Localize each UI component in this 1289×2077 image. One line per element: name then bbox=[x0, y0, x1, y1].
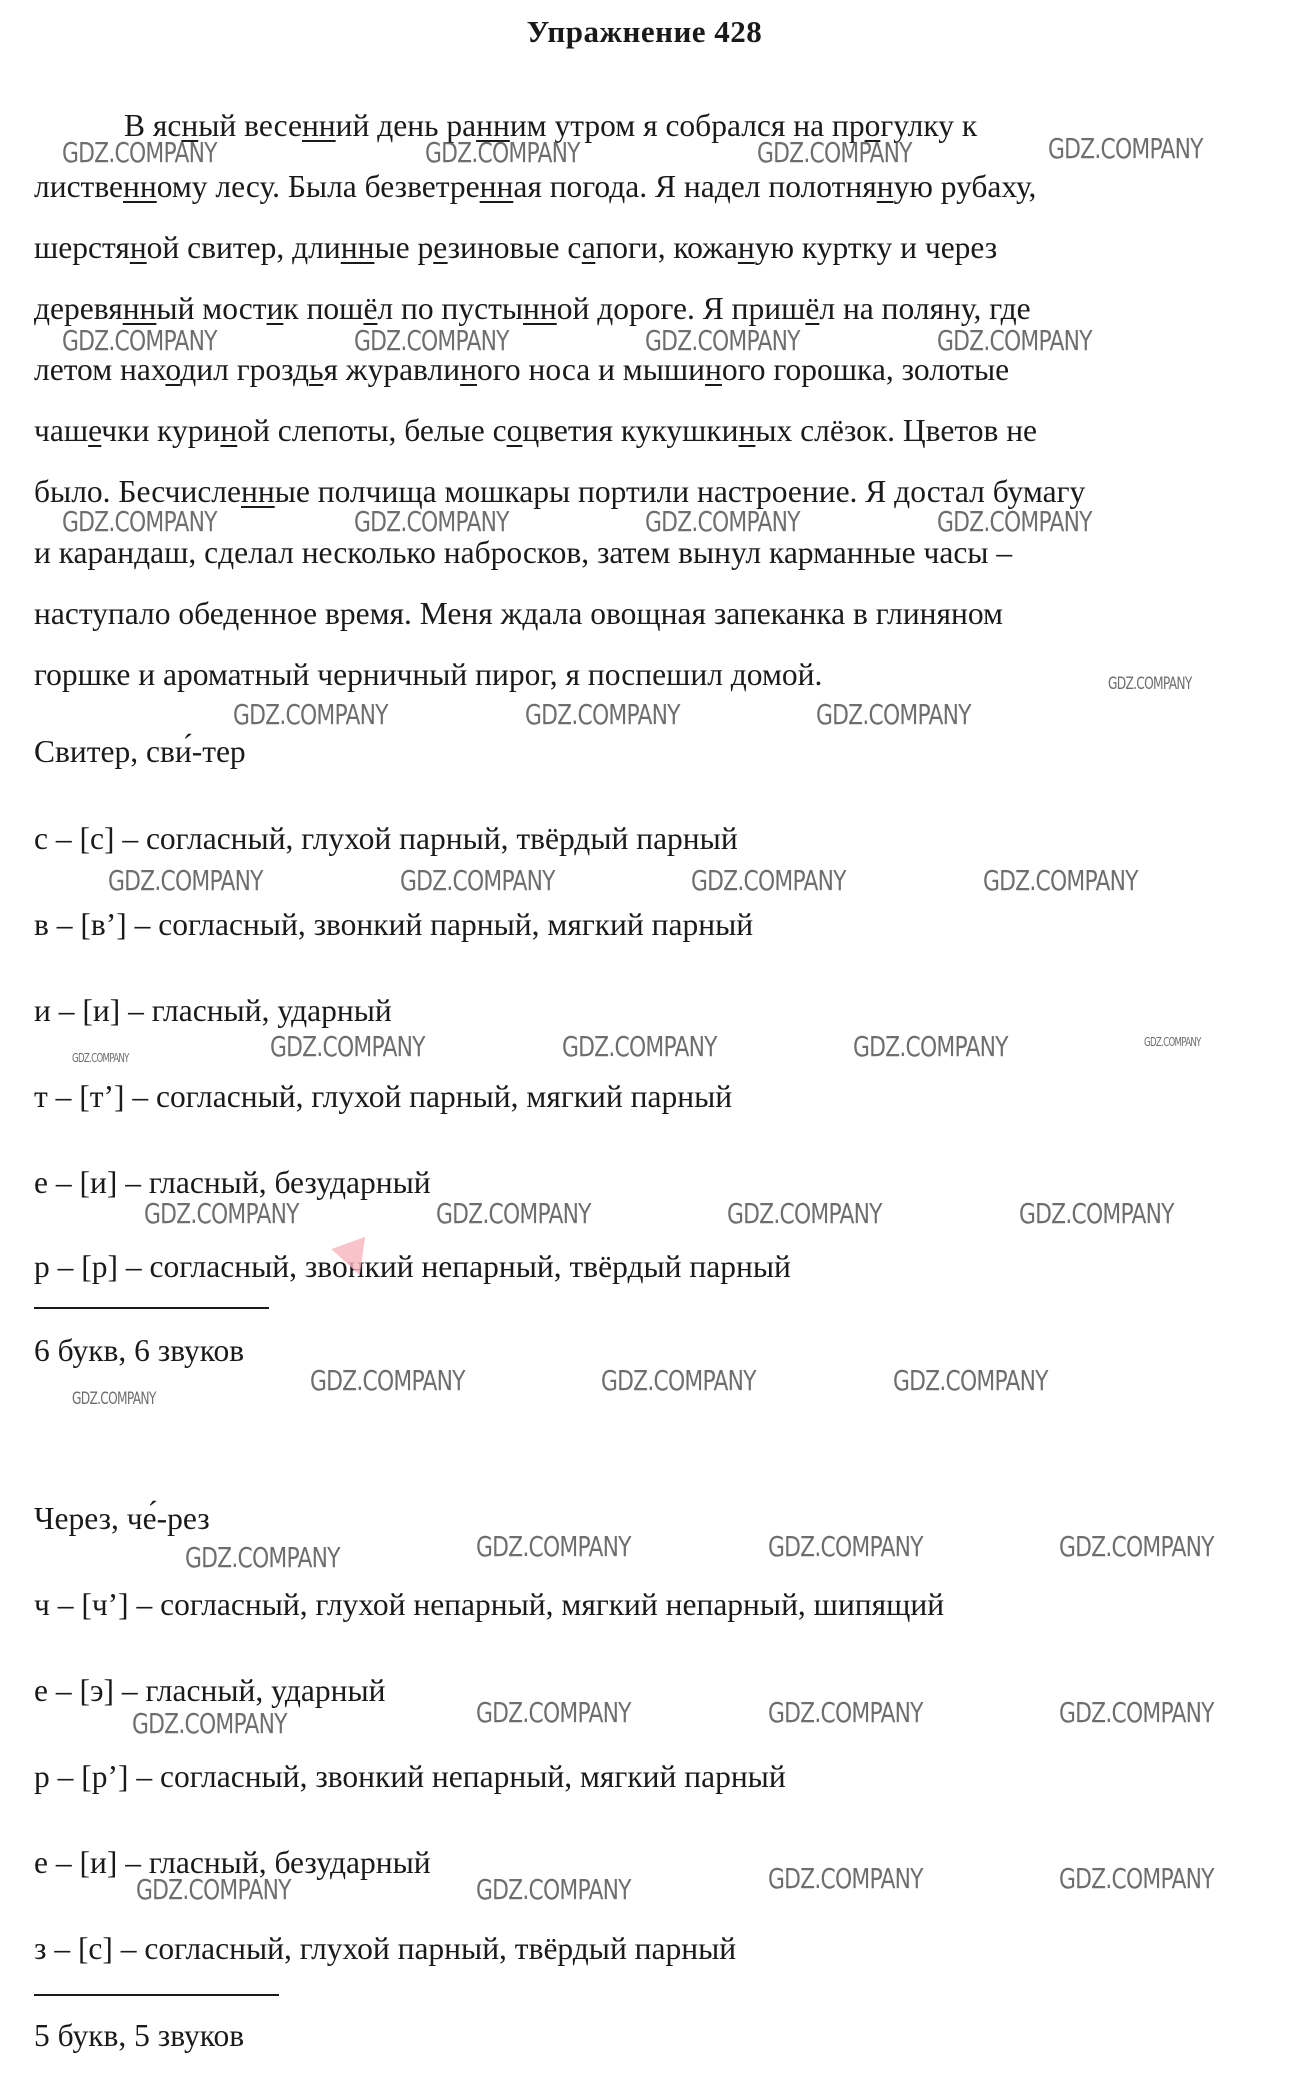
sound-line: з – [с] – согласный, глухой парный, твёрдый парный bbox=[34, 1931, 737, 1966]
watermark: GDZ.COMPANY bbox=[132, 1707, 287, 1740]
underlined-segment: нн bbox=[301, 108, 336, 143]
text-segment: и карандаш, сделал несколько набросков, затем вынул карманные часы – bbox=[34, 535, 1013, 570]
watermark: GDZ.COMPANY bbox=[768, 1862, 923, 1895]
watermark: GDZ.COMPANY bbox=[691, 864, 846, 897]
sound-line: ч – [ч’] – согласный, глухой непарный, мягкий непарный, шипящий bbox=[34, 1587, 945, 1622]
text-segment: л на поляну, где bbox=[819, 291, 1031, 326]
watermark: GDZ.COMPANY bbox=[400, 864, 555, 897]
text-segment: чки кури bbox=[101, 413, 221, 448]
watermark: GDZ.COMPANY bbox=[1144, 1035, 1201, 1049]
text-segment: л по пусты bbox=[377, 291, 524, 326]
sound-line: р – [р’] – согласный, звонкий непарный, мягкий парный bbox=[34, 1759, 786, 1794]
underlined-segment: о bbox=[506, 413, 523, 448]
text-segment: ой дороге. Я приш bbox=[556, 291, 806, 326]
watermark: GDZ.COMPANY bbox=[601, 1364, 756, 1397]
text-segment: ой свитер, дли bbox=[146, 230, 341, 265]
watermark: GDZ.COMPANY bbox=[72, 1389, 156, 1409]
underlined-segment: н bbox=[460, 352, 477, 387]
text-segment: ый мост bbox=[156, 291, 267, 326]
watermark: GDZ.COMPANY bbox=[233, 698, 388, 731]
summary-rule bbox=[34, 1994, 279, 1996]
watermark: GDZ.COMPANY bbox=[62, 136, 217, 169]
watermark: GDZ.COMPANY bbox=[185, 1541, 340, 1574]
watermark: GDZ.COMPANY bbox=[1059, 1530, 1214, 1563]
sound-line: т – [т’] – согласный, глухой парный, мягкий парный bbox=[34, 1079, 733, 1114]
text-segment: В bbox=[124, 108, 153, 143]
underlined-segment: нн bbox=[479, 169, 514, 204]
watermark: GDZ.COMPANY bbox=[108, 864, 263, 897]
watermark: GDZ.COMPANY bbox=[645, 505, 800, 538]
text-segment: ому лесу. Была безветре bbox=[156, 169, 480, 204]
underlined-segment: ё bbox=[805, 291, 820, 326]
watermark: GDZ.COMPANY bbox=[436, 1197, 591, 1230]
watermark: GDZ.COMPANY bbox=[62, 505, 217, 538]
watermark: GDZ.COMPANY bbox=[562, 1030, 717, 1063]
sound-line: е – [э] – гласный, ударный bbox=[34, 1673, 386, 1708]
watermark: GDZ.COMPANY bbox=[816, 698, 971, 731]
underlined-segment: н bbox=[220, 413, 238, 448]
text-segment: поги, кожа bbox=[595, 230, 738, 265]
watermark: GDZ.COMPANY bbox=[937, 324, 1092, 357]
watermark: GDZ.COMPANY bbox=[476, 1873, 631, 1906]
underlined-segment: н bbox=[737, 230, 755, 265]
sound-line: в – [в’] – согласный, звонкий парный, мягкий парный bbox=[34, 907, 754, 942]
summary-line: 6 букв, 6 звуков bbox=[34, 1333, 245, 1368]
watermark: GDZ.COMPANY bbox=[768, 1530, 923, 1563]
text-segment: горшке и ароматный черничный пирог, я поспешил домой. bbox=[34, 657, 823, 692]
text-line bbox=[34, 644, 1264, 705]
text-line bbox=[34, 583, 1264, 644]
watermark: GDZ.COMPANY bbox=[144, 1197, 299, 1230]
text-segment: я bbox=[152, 108, 168, 143]
word-heading-sviter: Свитер, сви́-тер bbox=[34, 734, 246, 769]
text-segment: ого горошка, золотые bbox=[721, 352, 1010, 387]
watermark: GDZ.COMPANY bbox=[757, 136, 912, 169]
text-segment: деревя bbox=[34, 291, 123, 326]
underlined-segment: и bbox=[266, 291, 284, 326]
watermark: GDZ.COMPANY bbox=[1019, 1197, 1174, 1230]
exercise-text bbox=[34, 95, 1264, 705]
watermark: GDZ.COMPANY bbox=[1048, 132, 1203, 165]
sound-line: и – [и] – гласный, ударный bbox=[34, 993, 392, 1028]
watermark: GDZ.COMPANY bbox=[136, 1873, 291, 1906]
underlined-segment: а bbox=[581, 230, 596, 265]
underlined-segment: н bbox=[876, 169, 894, 204]
watermark: GDZ.COMPANY bbox=[727, 1197, 882, 1230]
underlined-segment: ё bbox=[363, 291, 378, 326]
watermark: GDZ.COMPANY bbox=[354, 505, 509, 538]
sound-line: с – [с] – согласный, глухой парный, твёрдый парный bbox=[34, 821, 738, 856]
text-segment: ая погода. Я надел полотня bbox=[513, 169, 877, 204]
text-segment: листве bbox=[34, 169, 123, 204]
text-segment: было. Бесчисле bbox=[34, 474, 241, 509]
watermark: GDZ.COMPANY bbox=[72, 1051, 129, 1065]
text-segment: ые полчища мошкары портили настроение. Я достал бумагу bbox=[274, 474, 1086, 509]
underlined-segment: нн bbox=[123, 169, 157, 204]
text-segment: ого носа и мыши bbox=[476, 352, 706, 387]
text-segment: летом нах bbox=[34, 352, 166, 387]
watermark: GDZ.COMPANY bbox=[354, 324, 509, 357]
underlined-segment: нн bbox=[523, 291, 557, 326]
watermark: GDZ.COMPANY bbox=[310, 1364, 465, 1397]
watermark: GDZ.COMPANY bbox=[1059, 1696, 1214, 1729]
watermark: GDZ.COMPANY bbox=[525, 698, 680, 731]
watermark: GDZ.COMPANY bbox=[425, 136, 580, 169]
watermark: GDZ.COMPANY bbox=[62, 324, 217, 357]
watermark: GDZ.COMPANY bbox=[937, 505, 1092, 538]
text-segment: ой слепоты, белые с bbox=[237, 413, 507, 448]
underlined-segment: нн bbox=[340, 230, 375, 265]
text-segment: ий день ра bbox=[335, 108, 477, 143]
underlined-segment: нн bbox=[122, 291, 157, 326]
text-segment: гулку к bbox=[880, 108, 978, 143]
text-segment: чаш bbox=[34, 413, 89, 448]
underlined-segment: о bbox=[165, 352, 181, 387]
text-segment: зиновые с bbox=[447, 230, 582, 265]
text-segment: ых слёзок. Цветов не bbox=[755, 413, 1038, 448]
watermark: GDZ.COMPANY bbox=[476, 1696, 631, 1729]
underlined-segment: е bbox=[433, 230, 448, 265]
sound-line: е – [и] – гласный, безударный bbox=[34, 1845, 431, 1880]
text-segment: дил грозд bbox=[180, 352, 310, 387]
underlined-segment: е bbox=[88, 413, 102, 448]
watermark: GDZ.COMPANY bbox=[476, 1530, 631, 1563]
text-line bbox=[34, 156, 1264, 217]
watermark: GDZ.COMPANY bbox=[983, 864, 1138, 897]
underlined-segment: нн bbox=[241, 474, 275, 509]
text-segment: с bbox=[167, 108, 182, 143]
text-segment: ые р bbox=[374, 230, 434, 265]
watermark: GDZ.COMPANY bbox=[853, 1030, 1008, 1063]
text-segment: ый весе bbox=[198, 108, 302, 143]
watermark: GDZ.COMPANY bbox=[768, 1696, 923, 1729]
word-heading-cherez: Через, че́-рез bbox=[34, 1501, 210, 1536]
text-segment: шерстя bbox=[34, 230, 130, 265]
summary-line: 5 букв, 5 звуков bbox=[34, 2018, 245, 2053]
underlined-segment: н bbox=[181, 108, 199, 143]
text-segment: им утром я собрался на пр bbox=[509, 108, 865, 143]
underlined-segment: н bbox=[738, 413, 756, 448]
text-segment: наступало обеденное время. Меня ждала овощная запеканка в глиняном bbox=[34, 596, 1003, 631]
text-segment: цветия кукушки bbox=[522, 413, 739, 448]
watermark: GDZ.COMPANY bbox=[1059, 1862, 1214, 1895]
watermark: GDZ.COMPANY bbox=[270, 1030, 425, 1063]
watermark: GDZ.COMPANY bbox=[1108, 674, 1192, 694]
text-segment: я журавли bbox=[323, 352, 461, 387]
underlined-segment: н bbox=[129, 230, 147, 265]
watermark: GDZ.COMPANY bbox=[893, 1364, 1048, 1397]
text-segment: ую рубаху, bbox=[893, 169, 1037, 204]
underlined-segment: н bbox=[705, 352, 722, 387]
underlined-segment: о bbox=[864, 108, 881, 143]
sound-line: е – [и] – гласный, безударный bbox=[34, 1165, 431, 1200]
text-segment: ую куртку и через bbox=[754, 230, 998, 265]
underlined-segment: ь bbox=[309, 352, 324, 387]
text-line bbox=[34, 217, 1264, 278]
watermark: GDZ.COMPANY bbox=[645, 324, 800, 357]
text-line bbox=[34, 400, 1264, 461]
exercise-title: Упражнение 428 bbox=[526, 14, 763, 49]
summary-rule bbox=[34, 1307, 269, 1309]
text-segment: к пош bbox=[283, 291, 364, 326]
sound-line: р – [р] – согласный, звонкий непарный, твёрдый парный bbox=[34, 1249, 791, 1284]
underlined-segment: нн bbox=[476, 108, 510, 143]
